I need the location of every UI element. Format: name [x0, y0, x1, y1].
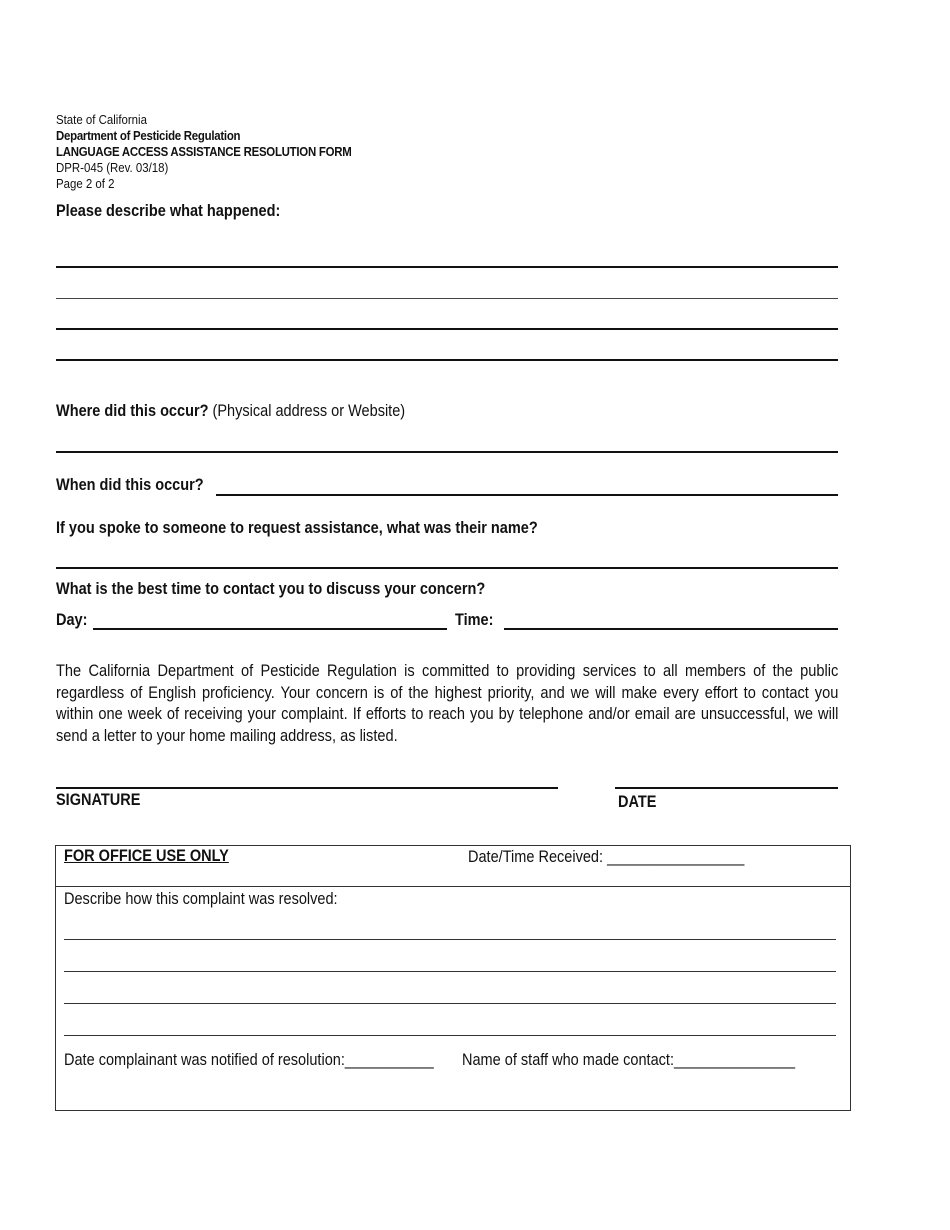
resolution-line-2[interactable] — [64, 971, 836, 972]
commitment-paragraph: The California Department of Pesticide Regulation is committed to providing services to all members of the public regardless of English proficiency. Your concern is of the highest priority, and we will make every effort to contact you within one week of receiving your complaint. If efforts to reach you by telephone and/or email are unsuccessful, we will send a letter to your home mailing address, as listed. — [56, 662, 839, 745]
signature-label: SIGNATURE — [56, 791, 141, 809]
staff-name-field[interactable]: Name of staff who made contact:_______________ — [462, 1051, 796, 1069]
office-use-title: FOR OFFICE USE ONLY — [64, 847, 229, 865]
when-question: When did this occur? — [56, 476, 204, 494]
office-use-box — [55, 845, 851, 1111]
day-line[interactable] — [93, 628, 447, 630]
best-time-question: What is the best time to contact you to discuss your concern? — [56, 580, 486, 598]
page-number: Page 2 of 2 — [56, 176, 115, 191]
state-name: State of California — [56, 112, 147, 127]
resolved-label: Describe how this complaint was resolved: — [64, 890, 338, 908]
describe-line-4[interactable] — [56, 359, 838, 361]
form-title: LANGUAGE ACCESS ASSISTANCE RESOLUTION FORM — [56, 144, 352, 159]
time-label: Time: — [455, 611, 494, 629]
date-time-received[interactable]: Date/Time Received: _________________ — [468, 848, 745, 866]
when-line[interactable] — [216, 494, 838, 496]
department-name: Department of Pesticide Regulation — [56, 128, 241, 143]
spoke-line[interactable] — [56, 567, 838, 569]
signature-line[interactable] — [56, 787, 558, 789]
where-question — [56, 402, 405, 421]
day-label: Day: — [56, 611, 88, 629]
resolution-line-4[interactable] — [64, 1035, 836, 1036]
form-number: DPR-045 (Rev. 03/18) — [56, 160, 169, 175]
office-divider — [56, 886, 850, 887]
describe-line-1[interactable] — [56, 266, 838, 268]
date-label: DATE — [618, 793, 657, 811]
where-question-hint: (Physical address or Website) — [212, 402, 406, 420]
describe-question: Please describe what happened: — [56, 202, 281, 220]
where-question-label: Where did this occur? — [56, 402, 209, 420]
resolution-line-1[interactable] — [64, 939, 836, 940]
describe-line-3[interactable] — [56, 328, 838, 330]
describe-line-2[interactable] — [56, 298, 838, 299]
spoke-question: If you spoke to someone to request assistance, what was their name? — [56, 519, 538, 537]
date-line[interactable] — [615, 787, 838, 789]
time-line[interactable] — [504, 628, 838, 630]
resolution-line-3[interactable] — [64, 1003, 836, 1004]
where-line[interactable] — [56, 451, 838, 453]
notified-date-field[interactable]: Date complainant was notified of resolution:___________ — [64, 1051, 434, 1069]
